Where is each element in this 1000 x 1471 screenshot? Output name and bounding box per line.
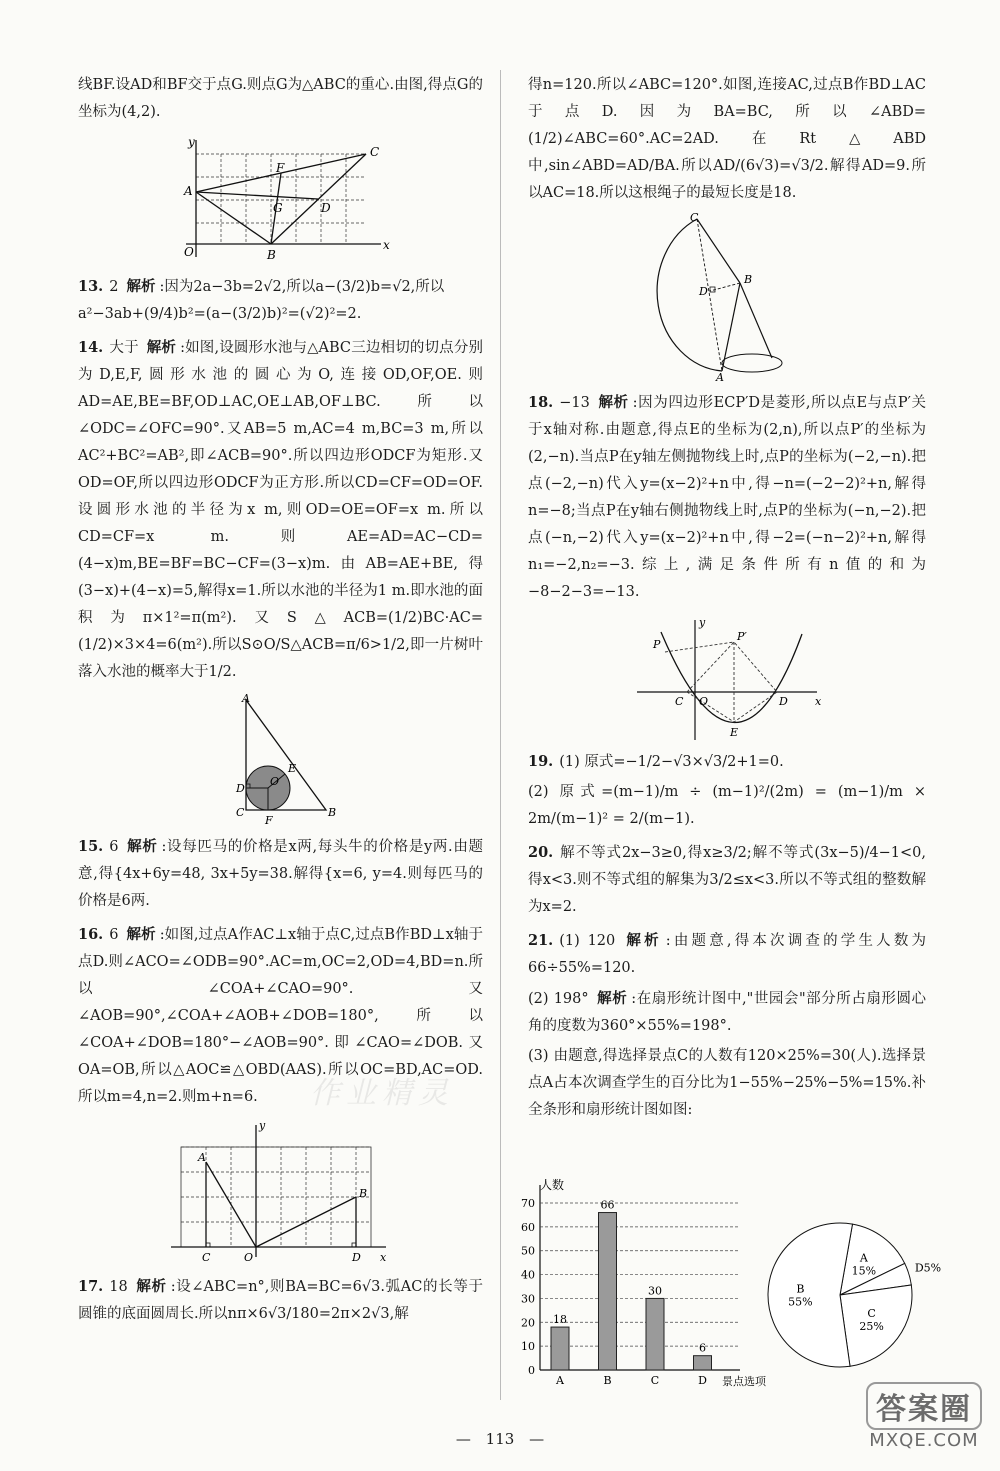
page-number <box>0 1430 1000 1448</box>
q18-text: :因为四边形ECP′D是菱形,所以点E与点P′关于x轴对称.由题意,得点E的坐标为(2,n),所以点P′的坐标为(2,−n).当点P在y轴左侧抛物线上时,点P的坐标为(−2,−n).把点(−2,−n)代入y=(x−2)²+n中,得−n=(−2−2)²+n,解得n=−8;当点P在y轴右侧抛物线上时,点P的坐标为(−n,−2).把点(−n,−2)代入y=(x−2)²+n中,得−2=(−n−2)²+n,解得n₁=−2,n₂=−3.综上,满足条件所有n值的和为−8−2−3=−13. <box>528 395 926 600</box>
q15-keyword: 解析 <box>126 838 158 855</box>
q15-text: :设每匹马的价格是x两,每头牛的价格是y两.由题意,得{4x+6y=48, 3x+5y=38.解得{x=6, y=4.则每匹马的价格是6两. <box>78 839 483 909</box>
label-f: F <box>264 814 273 827</box>
bar-ytick-label: 10 <box>521 1340 535 1354</box>
q13-number: 13. <box>78 278 104 295</box>
q21-keyword-1: 解析 <box>623 932 662 949</box>
label-c: C <box>690 213 699 224</box>
pie-label-A: A 15% <box>851 1251 877 1278</box>
bar-category-label: B <box>603 1374 612 1387</box>
bar-ytick-label: 40 <box>521 1268 535 1282</box>
q13-answer: 2 <box>109 279 119 295</box>
q17-line2: nπ×6√3/180=2π×2√3,解 <box>227 1306 409 1322</box>
bar-value-label: 6 <box>699 1341 706 1355</box>
q17-continuation: 得n=120.所以∠ABC=120°.如图,连接AC,过点B作BD⊥AC于点D.因为BA=BC,所以∠ABD=(1/2)∠ABC=60°.AC=2AD.在Rt△ABD中,sin∠ABD=AD/BA.所以AD/(6√3)=√3/2.解得AD=9.所以AC=18.所以这根绳子的最短长度是18. <box>528 77 926 201</box>
q19-number: 19. <box>528 753 554 770</box>
q14 <box>78 334 483 686</box>
q18 <box>528 389 926 606</box>
label-y: y <box>699 616 706 629</box>
bar-C <box>646 1298 664 1370</box>
bar-value-label: 18 <box>553 1313 567 1327</box>
q21-part2 <box>528 985 926 1040</box>
label-x: x <box>815 695 822 708</box>
bar-value-label: 30 <box>648 1284 662 1298</box>
label-c: C <box>369 145 379 159</box>
bar-value-label: 66 <box>600 1198 615 1212</box>
q19-part1 <box>528 748 926 776</box>
q16-text: :如图,过点A作AC⊥x轴于点C,过点B作BD⊥x轴于点D.则∠ACO=∠ODB=90°.AC=m,OC=2,OD=4,BD=n.所以∠COA+∠CAO=90°.又∠AOB=90°,∠COA+∠AOB+∠DOB=180°,所以∠COA+∠DOB=180°−∠AOB=90°.即∠CAO=∠DOB.又OA=OB,所以△AOC≌△OBD(AAS).所以OC=BD,AC=OD.所以m=4,n=2.则m+n=6. <box>78 927 483 1105</box>
label-c: C <box>675 695 684 708</box>
page-number-value: 113 <box>485 1430 515 1448</box>
label-d: D <box>351 1251 361 1264</box>
q18-keyword: 解析 <box>597 394 629 411</box>
site-watermark <box>866 1382 982 1451</box>
q17-number: 17. <box>78 1278 104 1295</box>
q20-text: 解不等式2x−3≥0,得x≥3/2;解不等式(3x−5)/4−1<0,得x<3.则不等式组的解集为3/2≤x<3.所以不等式组的整数解为x=2. <box>528 845 926 915</box>
label-d: D <box>779 695 788 708</box>
label-e: E <box>287 762 296 775</box>
left-column <box>78 72 483 1329</box>
q21-part1 <box>528 927 926 982</box>
label-f: F <box>275 161 284 175</box>
site-watermark-logo: 答案圈 <box>866 1382 982 1430</box>
q16-number: 16. <box>78 926 104 943</box>
q14-text: :如图,设圆形水池与△ABC三边相切的切点分别为D,E,F,圆形水池的圆心为O,连接OD,OF,OE.则AD=AE,BE=BF,OD⊥AC,OE⊥AB,OF⊥BC.所以∠ODC=∠OFC=90°.又AB=5 m,AC=4 m,BC=3 m,所以AC²+BC²=AB²,即∠ACB=90°.所以四边形ODCF为矩形.又OD=OF,所以四边形ODCF为正方形.所以CD=CF=OD=OF.设圆形水池的半径为x m,则OD=OE=OF=x m.所以CD=CF=x m.则AE=AD=AC−CD=(4−x)m,BE=BF=BC−CF=(3−x)m.由AB=AE+BE,得(3−x)+(4−x)=5,解得x=1.所以水池的半径为1 m.即水池的面积为π×1²=π(m²).又S△ACB=(1/2)BC·AC=(1/2)×3×4=6(m²).所以S⊙O/S△ACB=π/6>1/2,即一片树叶落入水池的概率大于1/2. <box>78 340 484 680</box>
label-a: A <box>197 1151 206 1164</box>
bar-ytick-label: 70 <box>521 1197 535 1210</box>
bar-ytick-label: 20 <box>521 1316 535 1330</box>
q13 <box>78 273 483 328</box>
label-x: x <box>382 238 390 252</box>
bar-B <box>599 1213 617 1370</box>
bar-category-label: C <box>650 1374 660 1387</box>
pie-label-B: B 55% <box>788 1282 813 1309</box>
label-y: y <box>258 1119 265 1132</box>
q18-answer: −13 <box>559 395 590 411</box>
label-o: O <box>269 775 279 788</box>
bar-ytick-label: 50 <box>521 1244 535 1258</box>
pie-label-D: D5% <box>914 1261 942 1275</box>
label-e: E <box>730 726 739 739</box>
bar-ytick-label: 0 <box>528 1364 535 1377</box>
figure-q14 <box>216 692 346 827</box>
label-y: y <box>187 135 195 149</box>
label-b: B <box>327 806 336 819</box>
q17-keyword: 解析 <box>135 1278 167 1295</box>
label-x: x <box>379 1251 386 1264</box>
q21-part2-text: :在扇形统计图中,"世园会"部分所占扇形圆心角的度数为360°×55%=198°. <box>528 991 926 1034</box>
bar-ytick-label: 30 <box>521 1292 535 1306</box>
q14-number: 14. <box>78 339 104 356</box>
q17-line1: :设∠ABC=n°,则BA=BC=6√3.弧AC的长等于圆锥的底面圆周长.所以 <box>78 1279 484 1322</box>
figure-q18 <box>627 612 827 742</box>
q13-line1: :因为2a−3b=2√2,所以a−(3/2)b=√2,所以 <box>159 279 445 295</box>
figure-q16 <box>166 1117 396 1267</box>
page-dash-left: — <box>455 1430 471 1448</box>
q21-keyword-2: 解析 <box>596 990 628 1007</box>
q19-part1-text: (1) 原式=−1/2−√3×√3/2+1=0. <box>559 754 784 770</box>
q14-answer: 大于 <box>109 340 139 356</box>
label-d: D <box>699 285 708 298</box>
q13-line2: a²−3ab+(9/4)b²=(a−(3/2)b)²=(√2)²=2. <box>78 306 362 322</box>
bar-ytick-label: 60 <box>521 1220 535 1234</box>
label-c: C <box>235 806 244 819</box>
q15-number: 15. <box>78 838 104 855</box>
q18-number: 18. <box>528 394 554 411</box>
bar-ylabel: 人数 <box>540 1178 565 1192</box>
bar-chart <box>500 1175 770 1395</box>
q20-number: 20. <box>528 844 554 861</box>
q16-keyword: 解析 <box>126 926 156 943</box>
label-d: D <box>235 782 245 795</box>
label-b: B <box>266 248 276 262</box>
label-b: B <box>744 273 753 286</box>
q21-part2-answer: (2) 198° <box>528 991 589 1007</box>
label-p: P <box>653 638 661 651</box>
label-o: O <box>699 695 709 708</box>
right-column <box>528 72 926 1125</box>
page-dash-right: — <box>529 1430 545 1448</box>
figure-q17 <box>652 213 802 383</box>
q16 <box>78 921 483 1111</box>
q14-keyword: 解析 <box>146 339 177 356</box>
bar-category-label: A <box>556 1374 564 1387</box>
label-g: G <box>272 201 283 215</box>
q17 <box>78 1273 483 1328</box>
q15-answer: 6 <box>109 839 119 855</box>
q15 <box>78 833 483 915</box>
label-a: A <box>183 184 193 198</box>
pie-label-C: C 25% <box>859 1306 884 1333</box>
bar-xlabel: 景点选项 <box>722 1375 766 1388</box>
q19-part2: (2) 原式=(m−1)/m ÷ (m−1)²/(2m) = (m−1)/m × 2m/(m−1)² = 2/(m−1). <box>528 784 926 827</box>
q17-answer: 18 <box>109 1279 128 1295</box>
label-b: B <box>358 1187 367 1200</box>
label-a: A <box>716 371 724 383</box>
q20 <box>528 839 926 921</box>
label-o: O <box>243 1251 253 1264</box>
q21-part1-answer: (1) 120 <box>559 933 616 949</box>
label-o: O <box>183 245 194 259</box>
watermark: 作业精灵 <box>310 1076 454 1111</box>
q21-number: 21. <box>528 932 554 949</box>
pie-chart <box>760 1205 950 1375</box>
q13-keyword: 解析 <box>126 278 156 295</box>
q16-answer: 6 <box>109 927 119 943</box>
bar-D <box>694 1356 712 1370</box>
label-p-prime: P′ <box>737 630 747 643</box>
q21-part3: (3) 由题意,得选择景点C的人数有120×25%=30(人).选择景点A占本次调查学生的百分比为1−55%−25%−5%=15%.补全条形和扇形统计图如图: <box>528 1048 926 1118</box>
label-d: D <box>320 201 331 215</box>
q21-part1-text: :由题意,得本次调查的学生人数为66÷55%=120. <box>528 933 927 976</box>
bar-category-label: D <box>698 1374 707 1387</box>
site-watermark-url: MXQE.COM <box>869 1430 979 1451</box>
bar-A <box>551 1327 569 1370</box>
label-c: C <box>201 1251 210 1264</box>
q12-continuation: 线BF.设AD和BF交于点G.则点G为△ABC的重心.由图,得点G的坐标为(4,2). <box>78 77 483 120</box>
figure-q12 <box>166 132 396 267</box>
label-a: A <box>241 692 250 705</box>
